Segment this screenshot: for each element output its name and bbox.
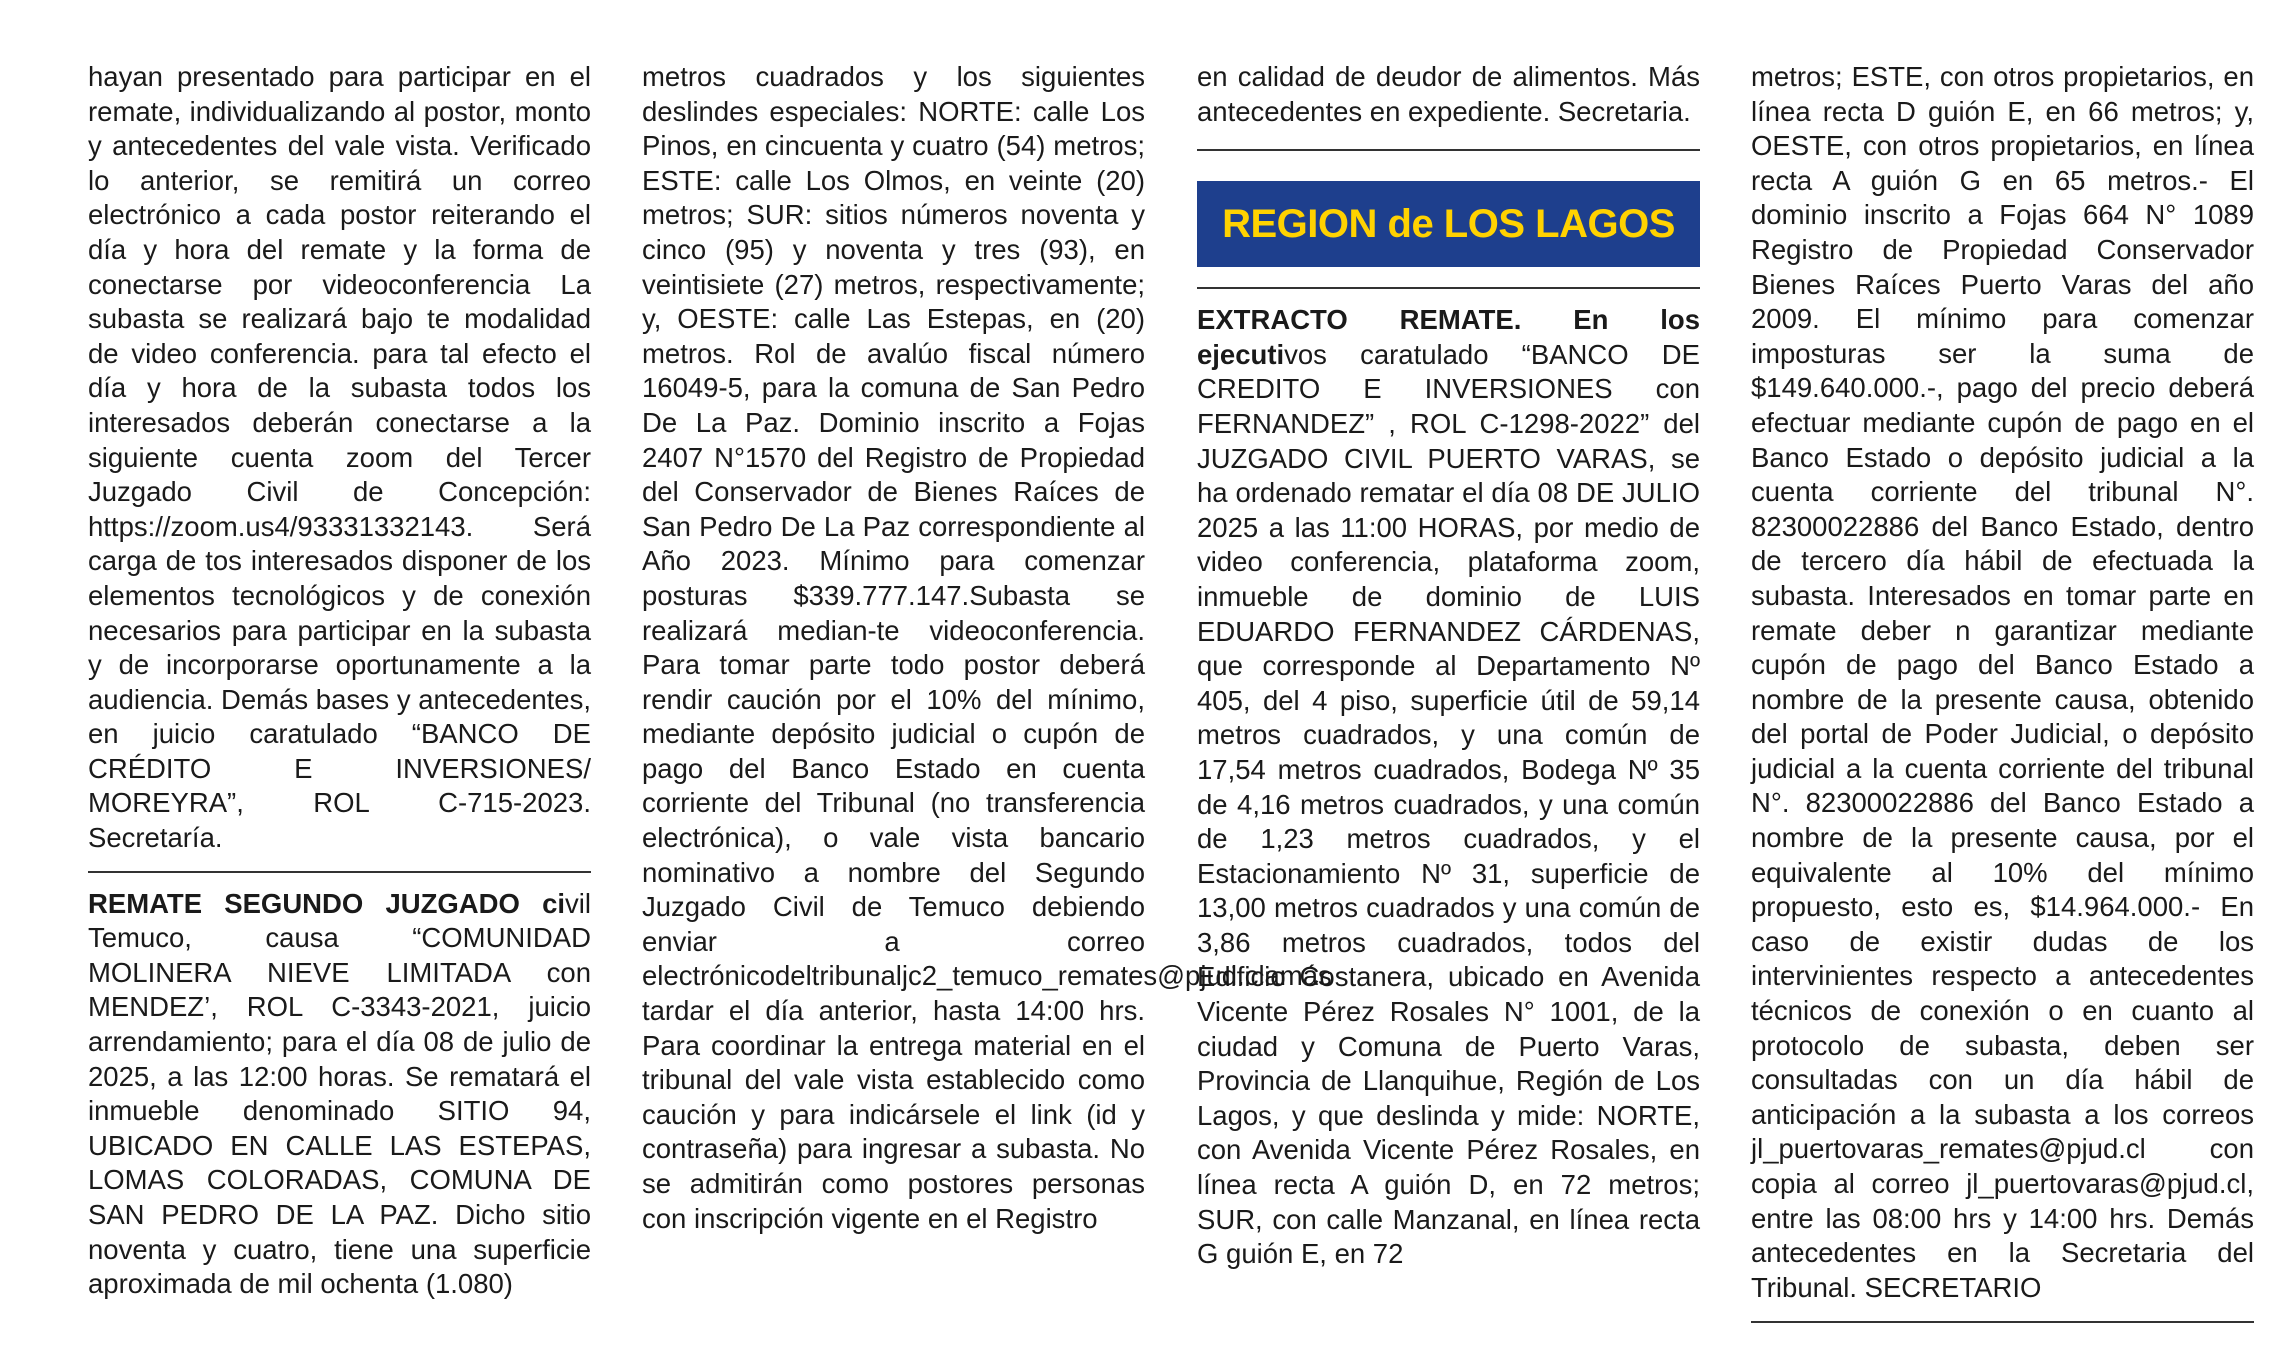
region-banner: REGION de LOS LAGOS	[1197, 181, 1700, 267]
column-4	[1751, 60, 2254, 1323]
divider	[88, 871, 591, 873]
divider	[1197, 287, 1700, 289]
notice-text: metros; ESTE, con otros propietarios, en línea recta D guión E, en 66 metros; y, OESTE, con otros propietarios, en línea recta A guión G en 65 metros.- El dominio inscrito a Fojas 664 N° 1089 Registro de Propiedad Conservador Bienes Raíces Puerto Varas del año 2009. El mínimo para comenzar imposturas ser la suma de $149.640.000.-, pago del precio deberá efectuar mediante cupón de pago en el Banco Estado o depósito judicial a la cuenta corriente del tribunal N°. 82300022886 del Banco Estado, dentro de tercero día hábil de efectuada la subasta. Interesados en tomar parte en remate deber n garantizar mediante cupón de pago del Banco Estado a nombre de la presente causa, obtenido del portal de Poder Judicial, o depósito judicial a la cuenta corriente del tribunal N°. 82300022886 del Banco Estado a nombre de la presente causa, por el equivalente al 10% del mínimo propuesto, esto es, $14.964.000.- En caso de existir dudas de los intervinientes respecto a antecedentes técnicos de conexión o en cuanto al protocolo de subasta, deben ser consultadas con un día hábil de anticipación a la subasta a los correos jl_puertovaras_remates@pjud.cl con copia al correo jl_puertovaras@pjud.cl, entre las 08:00 hrs y 14:00 hrs. Demás antecedentes en la Secretaria del Tribunal. SECRETARIO	[1751, 61, 2254, 1303]
notice-body: vil Temuco, causa “COMUNIDAD MOLINERA NIEVE LIMITADA con MENDEZ’, ROL C-3343-2021, juicio arrendamiento; para el día 08 de julio de 2025, a las 12:00 horas. Se rematará el inmueble denominado SITIO 94, UBICADO EN CALLE LAS ESTEPAS, LOMAS COLORADAS, COMUNA DE SAN PEDRO DE LA PAZ. Dicho sitio noventa y cuatro, tiene una superficie aproximada de mil ochenta (1.080)	[88, 887, 591, 1300]
notice-heading: REMATE SEGUNDO JUZGADO ci	[88, 887, 566, 919]
notice-body: vos caratulado “BANCO DE CREDITO E INVERSIONES con FERNANDEZ” , ROL C-1298-2022” del JUZGADO CIVIL PUERTO VARAS, se ha ordenado rematar el día 08 DE JULIO 2025 a las 11:00 HORAS, por medio de video conferencia, plataforma zoom, inmueble de dominio de LUIS EDUARDO FERNANDEZ CÁRDENAS, que corresponde al Departamento Nº 405, del 4 piso, superficie útil de 59,14 metros cuadrados, y una común de 17,54 metros cuadrados, Bodega Nº 35 de 4,16 metros cuadrados, y una común de 1,23 metros cuadrados, y el Estacionamiento Nº 31, superficie de 13,00 metros cuadrados y una común de 3,86 metros cuadrados, todos del Edificio Costanera, ubicado en Avenida Vicente Pérez Rosales N° 1001, de la ciudad y Comuna de Puerto Varas, Provincia de Llanquihue, Región de Los Lagos, y que deslinda y mide: NORTE, con Avenida Vicente Pérez Rosales, en línea recta A guión D, en 72 metros; SUR, con calle Manzanal, en línea recta G guión E, en 72	[1197, 338, 1700, 1270]
notice-remate-puerto-varas	[1197, 303, 1700, 1272]
notice-text: hayan presentado para participar en el remate, individualizando al postor, monto y antecedentes del vale vista. Verificado lo anterior, se remitirá un correo electrónico a cada postor reiterando el día y hora del remate y la forma de conectarse por videoconferencia La subasta se realizará bajo te modalidad de video conferencia. para tal efecto el día y hora de la subasta todos los interesados deberán conectarse a la siguiente cuenta zoom del Tercer Juzgado Civil de Concepción: https://zoom.us4/93331332143. Será carga de tos interesados disponer de los elementos tecnológicos y de conexión necesarios para participar en la subasta y de incorporarse oportunamente a la audiencia. Demás bases y antecedentes, en juicio caratulado “BANCO DE CRÉDITO E INVERSIONES/ MOREYRA”, ROL C-715-2023. Secretaría.	[88, 61, 591, 854]
column-3	[1197, 60, 1700, 1272]
notice-text: metros cuadrados y los siguientes deslindes especiales: NORTE: calle Los Pinos, en cincuenta y cuatro (54) metros; ESTE: calle Los Olmos, en veinte (20) metros; SUR: sitios números noventa y cinco (95) y noventa y tres (93), en veintisiete (27) metros, respectivamente; y, OESTE: calle Las Estepas, en (20) metros. Rol de avalúo fiscal número 16049-5, para la comuna de San Pedro De La Paz. Dominio inscrito a Fojas 2407 N°1570 del Registro de Propiedad del Conservador de Bienes Raíces de San Pedro De La Paz correspondiente al Año 2023. Mínimo para comenzar posturas $339.777.147.Subasta se realizará median-te videoconferencia. Para tomar parte todo postor deberá rendir caución por el 10% del mínimo, mediante depósito judicial o cupón de pago del Banco Estado en cuenta corriente del Tribunal (no transferencia electrónica), o vale vista bancario nominativo a nombre del Segundo Juzgado Civil de Temuco debiendo enviar a correo electrónicodeltribunaljc2_temuco_remates@pjud.clamás tardar el día anterior, hasta 14:00 hrs. Para coordinar la entrega material en el tribunal del vale vista establecido como caución y para indicársele el link (id y contraseña) para ingresar a subasta. No se admitirán como postores personas con inscripción vigente en el Registro	[642, 61, 1332, 1234]
divider	[1197, 149, 1700, 151]
notice-remate-temuco	[88, 887, 591, 1302]
column-1	[88, 60, 591, 1302]
notice-text: en calidad de deudor de alimentos. Más antecedentes en expediente. Secretaria.	[1197, 61, 1700, 127]
column-2	[642, 60, 1332, 1236]
notice-heading: EXTRACTO REMATE. En los ejecuti	[1197, 304, 1700, 370]
divider	[1751, 1321, 2254, 1323]
